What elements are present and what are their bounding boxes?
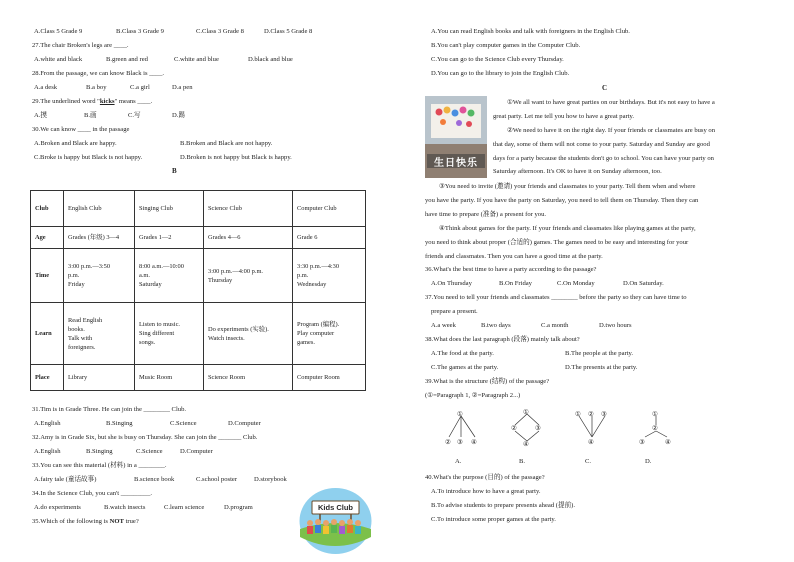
row-label-age: Age [31,227,64,249]
q29-option-d[interactable]: D.踢 [172,112,186,119]
cell-line: Sing different [139,330,175,337]
q31-option-d[interactable]: D.Computer [228,420,261,427]
q31-stem: 31.Tim is in Grade Three. He can join the ________ Club. [32,406,187,413]
table-row-learn [31,303,366,365]
table-header-club: Club [31,191,64,227]
paragraph-2-line: Saturday afternoon. It's OK to have it on Sunday afternoon, too. [493,168,662,176]
cell-line: games. [297,339,315,346]
cell-line: 3:00 p.m.—3:50 [68,263,111,270]
q32-option-b[interactable]: B.Singing [86,448,113,455]
table-row-time [31,249,366,303]
q33-option-c[interactable]: C.school poster [196,476,238,483]
cell-line: Thursday [208,276,233,284]
q32-option-a[interactable]: A.English [34,448,61,455]
cell-age-english: Grades (年级) 3—4 [64,227,135,249]
cell-line: Program (编程). [297,321,340,328]
q38-option-b[interactable]: B.The people at the party. [565,350,634,357]
node-3: ③ [535,425,541,432]
clubs-table [30,190,366,391]
q33-stem: 33.You can see this material (材料) in a ________. [32,462,167,469]
q26-option-b[interactable]: B.Class 3 Grade 9 [116,28,164,35]
paragraph-2-line: that day, some of them will not come to your party. Saturday and Sunday are good [493,140,710,148]
kids-club-image [298,485,373,555]
q38-stem: 38.What does the last paragraph (段落) mainly talk about? [425,336,580,343]
q27-option-d[interactable]: D.black and blue [248,56,293,63]
node-3: ③ [601,411,607,418]
q40-stem: 40.What's the purpose (目的) of the passage? [425,474,545,481]
cell-line: Listen to music. [139,321,181,328]
q30-option-a[interactable]: A.Broken and Black are happy. [34,140,117,147]
cell-learn-singing [135,303,204,365]
q36-option-b[interactable]: B.On Friday [499,280,532,287]
q39-option-a[interactable]: A. [455,458,462,465]
q36-stem: 36.What's the best time to have a party according to the passage? [425,266,597,273]
cell-line: Play computer [297,330,335,337]
q32-option-c[interactable]: C.Science [136,448,163,455]
q35-stem-not: NOT [109,518,124,525]
q28-stem: 28.From the passage, we can know Black is ____. [32,70,165,77]
q29-stem-post: " means ____. [114,98,153,105]
q26-option-d[interactable]: D.Class 5 Grade 8 [264,28,313,35]
q39-option-d[interactable]: D. [645,458,652,465]
q39-stem: 39.What is the structure (结构) of the passage? [425,378,550,385]
cell-time-computer [293,249,366,303]
q30-option-d[interactable]: D.Broken is not happy but Black is happy. [180,154,292,161]
cell-place-english: Library [64,365,135,391]
paragraph-3-line: have time to prepare (准备) a present for you. [425,210,547,218]
q40-option-b[interactable]: B.To advise students to prepare presents ahead (提前). [431,502,576,509]
q35-option-a[interactable]: A.You can read English books and talk with foreigners in the English Club. [431,28,630,35]
q34-option-a[interactable]: A.do experiments [34,504,81,511]
q36-option-d[interactable]: D.On Saturday. [623,280,664,287]
table-header-science: Science Club [204,191,293,227]
cell-line: Saturday [139,281,162,288]
q38-option-a[interactable]: A.The food at the party. [431,350,494,357]
table-row-age [31,227,366,249]
q26-option-c[interactable]: C.Class 3 Grade 8 [196,28,244,35]
cell-age-computer: Grade 6 [293,227,366,249]
q34-option-c[interactable]: C.learn science [164,504,205,511]
q27-stem: 27.The chair Broken's legs are ____. [32,42,129,49]
paragraph-3-line: ③You need to invite (邀请) your friends and classmates to your party. Tell them when and where [439,183,696,190]
cell-time-english [64,249,135,303]
cell-place-science: Science Room [204,365,293,391]
q37-option-d[interactable]: D.two hours [599,322,632,329]
q28-option-a[interactable]: A.a desk [34,84,58,91]
cell-age-singing: Grades 1—2 [135,227,204,249]
q38-option-c[interactable]: C.The games at the party. [431,364,499,371]
q33-option-b[interactable]: B.science book [134,476,175,483]
q35-option-d[interactable]: D.You can go to the library to join the English Club. [431,70,570,77]
q31-option-c[interactable]: C.Science [170,420,197,427]
cell-line: a.m. [139,272,151,279]
birthday-photo [425,96,487,178]
kids-club-illustration [298,485,373,555]
cell-time-science [204,249,293,303]
q37-option-b[interactable]: B.two days [481,322,511,329]
q35-option-b[interactable]: B.You can't play computer games in the Computer Club. [431,42,581,49]
node-4: ④ [471,439,477,446]
row-label-time: Time [31,249,64,303]
node-2: ② [445,439,451,446]
paragraph-4-line: ④Think about games for the party. If your friends and classmates like playing games at the party, [439,225,696,232]
q37-stem-line-2: prepare a present. [431,308,478,315]
kids-club-sign: Kids Club [318,503,353,512]
paragraph-2-line: ②We need to have it on the right day. If your friends or classmates are busy on [507,127,716,134]
section-b-heading: B [172,167,177,175]
q39-note: (①=Paragraph 1, ②=Paragraph 2...) [425,392,521,399]
q30-stem: 30.We can know ____ in the passage [32,126,130,133]
row-label-learn: Learn [31,303,64,365]
row-label-place: Place [31,365,64,391]
q34-stem: 34.In the Science Club, you can't _________. [32,490,153,497]
paragraph-4-line: you need to think about proper (合适的) games. The games need to be easy and interesting for your [425,238,689,246]
node-2: ② [511,425,517,432]
table-header-row [31,191,366,227]
q29-option-b[interactable]: B.画 [84,112,97,119]
paragraph-2 [493,124,765,179]
table-row-place [31,365,366,391]
cell-learn-computer [293,303,366,365]
q39-option-c[interactable]: C. [585,458,592,465]
q34-option-b[interactable]: B.watch insects [104,504,146,511]
cell-line: 8:00 a.m.—10:00 [139,263,184,270]
q33-option-d[interactable]: D.storybook [254,476,287,483]
section-c-heading: C [602,84,608,92]
node-1: ① [575,411,581,418]
q30-option-c[interactable]: C.Broke is happy but Black is not happy. [34,154,143,161]
table-header-singing: Singing Club [135,191,204,227]
paragraph-2-line: days for a party because the students don't go to school. You can have your party on [493,154,714,162]
paragraph-1-line: ①We all want to have great parties on our birthdays. But it's not easy to have a [507,99,715,106]
cell-line: Wednesday [297,281,327,288]
q33-option-a[interactable]: A.fairy tale (童话故事) [34,476,97,483]
cell-time-singing [135,249,204,303]
cell-age-science: Grades 4—6 [204,227,293,249]
node-1: ① [652,411,658,418]
node-2: ② [588,411,594,418]
paragraph-4-line: friends and classmates. Then you can have a good time at the party. [425,252,603,260]
cell-line: Talk with [68,334,93,342]
cell-line: books. [68,325,85,333]
q37-option-a[interactable]: A.a week [431,322,456,329]
cell-learn-english [64,303,135,365]
table-header-english: English Club [64,191,135,227]
cell-learn-science [204,303,293,365]
node-3: ③ [457,439,463,446]
cell-line: foreigners. [68,343,96,351]
q27-option-a[interactable]: A.white and black [34,56,83,63]
cell-line: 3:00 p.m.—4:00 p.m. [208,267,264,275]
cell-line: Watch insects. [208,334,245,342]
table-header-computer: Computer Club [293,191,366,227]
node-4: ④ [665,439,671,446]
q38-option-d[interactable]: D.The presents at the party. [565,364,638,371]
q35-stem-post: true? [123,518,139,525]
paragraph-4 [425,222,765,263]
q31-option-a[interactable]: A.English [34,420,61,427]
q35-stem-pre: 35.Which of the following is [32,518,110,525]
q26-option-a[interactable]: A.Class 5 Grade 9 [34,28,83,35]
q32-option-d[interactable]: D.Computer [180,448,213,455]
node-4: ④ [523,441,529,448]
q30-option-b[interactable]: B.Broken and Black are not happy. [180,140,273,147]
q29-underlined-word: kicks [99,98,115,105]
q31-option-b[interactable]: B.Singing [106,420,133,427]
q39-option-b[interactable]: B. [519,458,526,465]
node-3: ③ [639,439,645,446]
q28-option-c[interactable]: C.a girl [130,84,150,91]
paragraph-3-line: you have the party. If you have the party on Saturday, you need to tell them on Thursday. Then they can [425,196,699,204]
q40-option-a[interactable]: A.To introduce how to have a great party. [431,488,541,495]
q32-stem: 32.Amy is in Grade Six, but she is busy on Thursday. She can join the _______ Club. [32,434,258,441]
q29-stem [32,98,152,106]
cell-line: Do experiments (实验). [208,325,269,333]
cell-line: p.m. [297,272,309,279]
q28-option-b[interactable]: B.a boy [86,84,107,91]
paragraph-3 [425,180,765,221]
q36-option-c[interactable]: C.On Monday [557,280,595,287]
node-4: ④ [588,439,594,446]
q27-option-c[interactable]: C.white and blue [174,56,219,63]
birthday-caption: 生日快乐 [434,158,478,169]
node-2: ② [652,425,658,432]
node-1: ① [523,409,529,416]
q29-stem-pre: 29.The underlined word " [32,98,100,105]
q37-option-c[interactable]: C.a month [541,322,569,329]
cell-place-computer: Computer Room [293,365,366,391]
paragraph-1-line: great party. Let me tell you how to have a great party. [493,112,635,120]
node-1: ① [457,411,463,418]
q37-stem-line-1: 37.You need to tell your friends and classmates ________ before the party so they can have time to [425,294,687,301]
cell-line: 3:30 p.m.—4:30 [297,263,340,270]
q34-option-d[interactable]: D.program [224,504,253,511]
q29-option-a[interactable]: A.摸 [34,112,48,119]
cell-place-singing: Music Room [135,365,204,391]
q40-option-c[interactable]: C.To introduce some proper games at the party. [431,516,556,523]
q28-option-d[interactable]: D.a pen [172,84,193,91]
cell-line: p.m. [68,272,80,279]
q27-option-b[interactable]: B.green and red [106,56,148,63]
q36-option-a[interactable]: A.On Thursday [431,280,472,287]
q29-option-c[interactable]: C.写 [128,112,141,119]
cell-line: songs. [139,339,156,346]
cell-line: Read English [68,316,103,324]
q35-stem [32,518,139,526]
cell-line: Friday [68,281,85,288]
q35-option-c[interactable]: C.You can go to the Science Club every Thursday. [431,56,564,63]
paragraph-1 [493,96,765,124]
